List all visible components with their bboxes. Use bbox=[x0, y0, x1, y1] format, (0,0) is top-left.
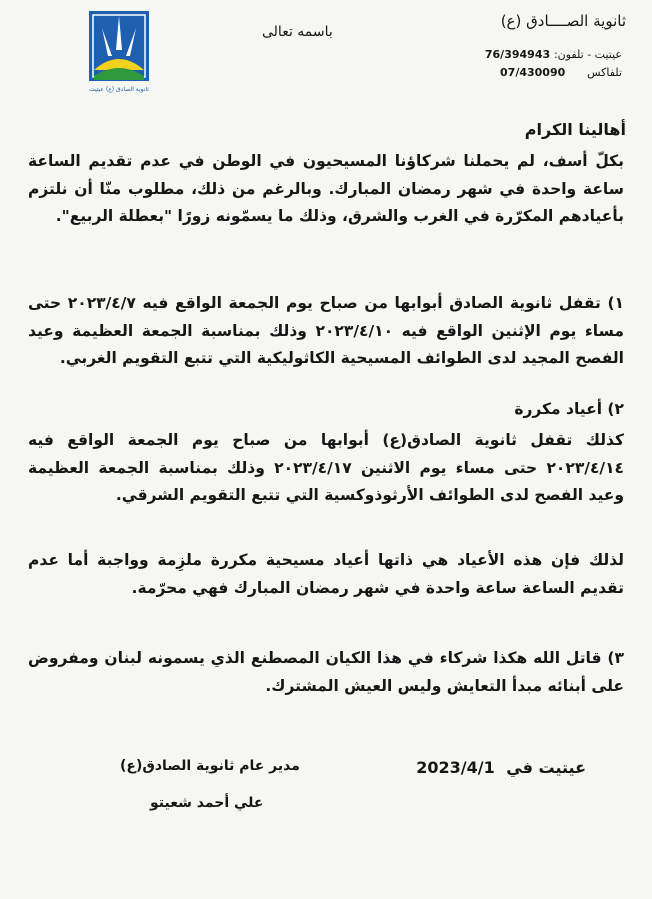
date-line bbox=[416, 758, 586, 777]
phone-line bbox=[485, 48, 622, 61]
date-place: عيتيت في bbox=[506, 758, 586, 777]
item-2-paragraph: كذلك تقفل ثانوية الصادق(ع) أبوابها من صباح يوم الجمعة الواقع فيه ٢٠٢٣/٤/١٤ حتى مساء يوم الاثنين ٢٠٢٣/٤/١٧ وذلك بمناسبة الجمعة العظيمة وعيد الفصح لدى الطوائف الأرثوذوكسية التي تتبع التقويم الشرقي. bbox=[28, 431, 625, 504]
school-logo bbox=[88, 10, 150, 102]
school-name: ثانوية الصــــادق (ع) bbox=[500, 12, 626, 30]
bismillah-heading: باسمه تعالى bbox=[262, 24, 333, 40]
fax-number: 07/430090 bbox=[500, 66, 566, 79]
logo-caption: ثانوية الصادق (ع) عيتيت bbox=[89, 86, 149, 93]
intro-paragraph: بكلّ أسف، لم يحملنا شركاؤنا المسيحيون في الوطن في عدم تقديم الساعة ساعة واحدة في شهر رمضان المبارك. وبالرغم من ذلك، مطلوب منّا أن نلتزم بأعيادهم المكرّرة في الغرب والشرق، وذلك ما يسمّونه زورًا "بعطلة الربيع". bbox=[28, 152, 624, 225]
fax-line bbox=[500, 66, 622, 79]
greeting: أهالينا الكرام bbox=[524, 120, 626, 139]
letter-date: 2023/4/1 bbox=[416, 758, 495, 777]
conclusion-paragraph: لذلك فإن هذه الأعياد هي ذاتها أعياد مسيحية مكررة ملزِمة وواجبة أما عدم تقديم الساعة ساعة واحدة في شهر رمضان المبارك فهي محرّمة. bbox=[28, 551, 624, 597]
signer-name: علي أحمد شعيتو bbox=[150, 795, 264, 811]
phone-label: عيتيت - تلفون: bbox=[553, 48, 622, 61]
fax-label: تلفاكس bbox=[587, 66, 622, 79]
phone-number: 76/394943 bbox=[484, 48, 551, 61]
item-1-paragraph: ١) تقفل ثانوية الصادق أبوابها من صباح يوم الجمعة الواقع فيه ٢٠٢٣/٤/٧ حتى مساء يوم الإثنين الواقع فيه ٢٠٢٣/٤/١٠ وذلك بمناسبة الجمعة العظيمة وعيد الفصح المجيد لدى الطوائف المسيحية الكاثوليكية التي تتبع التقويم الغربي. bbox=[28, 294, 624, 367]
item-2-heading: ٢) أعياد مكررة bbox=[514, 400, 624, 418]
signer-title: مدير عام ثانوية الصادق(ع) bbox=[120, 758, 300, 774]
item-3-paragraph: ٣) قاتل الله هكذا شركاء في هذا الكيان المصطنع الذي يسمونه لبنان ومفروض على أبنائه مبدأ التعايش وليس العيش المشترك. bbox=[28, 649, 624, 695]
